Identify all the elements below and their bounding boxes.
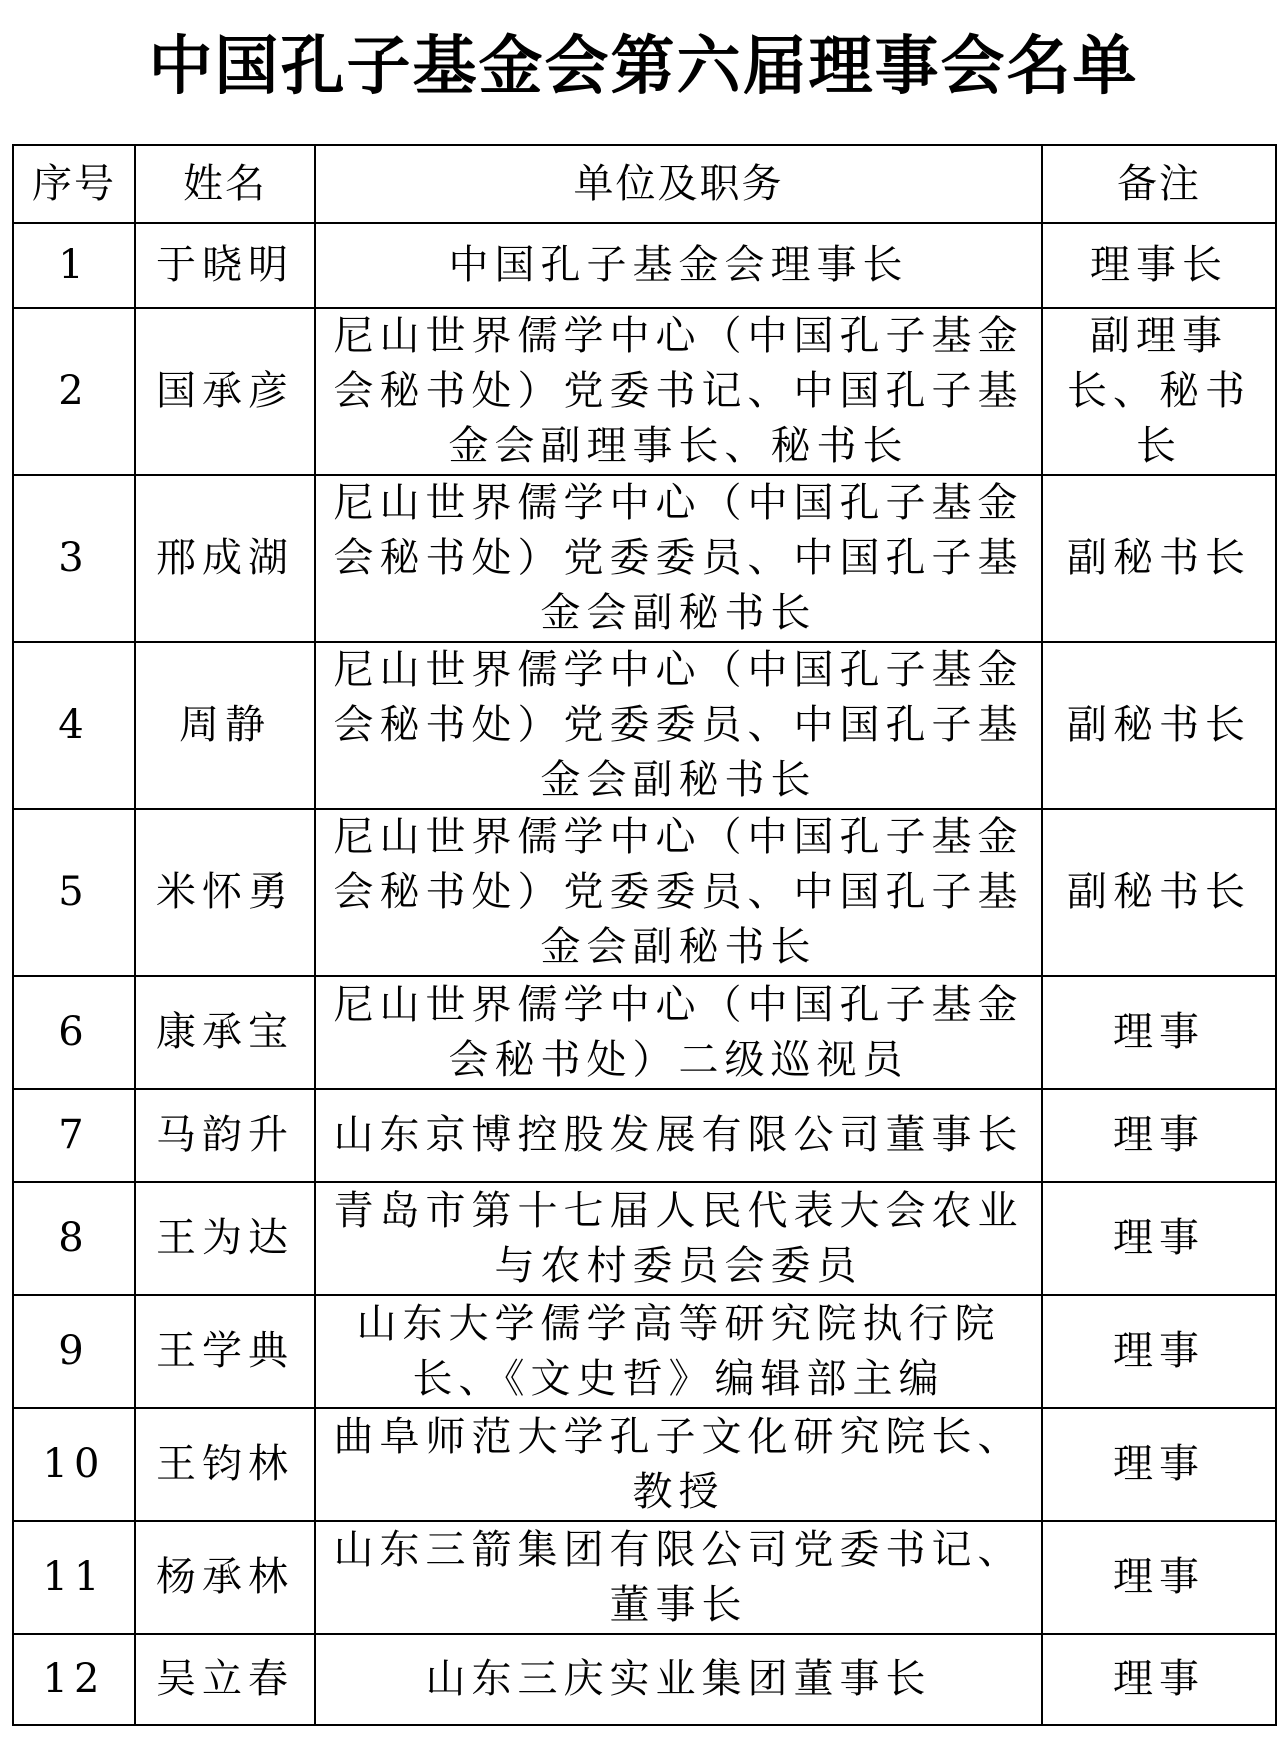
- row-unit: 山东京博控股发展有限公司董事长: [315, 1089, 1042, 1182]
- row-index: 9: [13, 1295, 135, 1408]
- table-row: [13, 1295, 1276, 1408]
- row-note: 理事: [1042, 1089, 1276, 1182]
- table-row: [13, 223, 1276, 308]
- header-unit: 单位及职务: [315, 145, 1042, 223]
- row-name: 米怀勇: [135, 809, 315, 976]
- row-name: 王学典: [135, 1295, 315, 1408]
- row-name: 王为达: [135, 1182, 315, 1295]
- row-name: 杨承林: [135, 1521, 315, 1634]
- row-note: 副理事长、秘书长: [1042, 308, 1276, 475]
- row-index: 11: [13, 1521, 135, 1634]
- table-row: [13, 976, 1276, 1089]
- page-title: 中国孔子基金会第六届理事会名单: [148, 30, 1139, 104]
- row-name: 马韵升: [135, 1089, 315, 1182]
- table-row: [13, 1634, 1276, 1725]
- row-unit: 中国孔子基金会理事长: [315, 223, 1042, 308]
- row-unit: 尼山世界儒学中心（中国孔子基金会秘书处）党委委员、中国孔子基金会副秘书长: [315, 642, 1042, 809]
- row-unit: 山东三箭集团有限公司党委书记、董事长: [315, 1521, 1042, 1634]
- header-note: 备注: [1042, 145, 1276, 223]
- row-unit: 曲阜师范大学孔子文化研究院长、教授: [315, 1408, 1042, 1521]
- roster-table: [12, 144, 1277, 1726]
- row-note: 理事: [1042, 1634, 1276, 1725]
- row-index: 7: [13, 1089, 135, 1182]
- table-row: [13, 642, 1276, 809]
- header-name: 姓名: [135, 145, 315, 223]
- row-note: 理事: [1042, 1182, 1276, 1295]
- row-note: 理事: [1042, 1521, 1276, 1634]
- table-header-row: [13, 145, 1276, 223]
- row-name: 吴立春: [135, 1634, 315, 1725]
- row-note: 副秘书长: [1042, 642, 1276, 809]
- row-index: 5: [13, 809, 135, 976]
- table-row: [13, 475, 1276, 642]
- row-index: 3: [13, 475, 135, 642]
- row-index: 8: [13, 1182, 135, 1295]
- header-index: 序号: [13, 145, 135, 223]
- table-row: [13, 308, 1276, 475]
- row-index: 2: [13, 308, 135, 475]
- row-note: 副秘书长: [1042, 475, 1276, 642]
- row-unit: 尼山世界儒学中心（中国孔子基金会秘书处）党委书记、中国孔子基金会副理事长、秘书长: [315, 308, 1042, 475]
- row-index: 6: [13, 976, 135, 1089]
- row-name: 周静: [135, 642, 315, 809]
- row-name: 邢成湖: [135, 475, 315, 642]
- row-note: 理事: [1042, 1408, 1276, 1521]
- row-index: 12: [13, 1634, 135, 1725]
- row-index: 4: [13, 642, 135, 809]
- row-unit: 山东大学儒学高等研究院执行院长、《文史哲》编辑部主编: [315, 1295, 1042, 1408]
- row-index: 10: [13, 1408, 135, 1521]
- row-unit: 山东三庆实业集团董事长: [315, 1634, 1042, 1725]
- table-row: [13, 809, 1276, 976]
- row-note: 理事: [1042, 1295, 1276, 1408]
- row-name: 于晓明: [135, 223, 315, 308]
- row-unit: 尼山世界儒学中心（中国孔子基金会秘书处）二级巡视员: [315, 976, 1042, 1089]
- row-unit: 青岛市第十七届人民代表大会农业与农村委员会委员: [315, 1182, 1042, 1295]
- table-row: [13, 1182, 1276, 1295]
- table-row: [13, 1089, 1276, 1182]
- row-note: 理事: [1042, 976, 1276, 1089]
- row-note: 理事长: [1042, 223, 1276, 308]
- row-note: 副秘书长: [1042, 809, 1276, 976]
- row-name: 国承彦: [135, 308, 315, 475]
- row-index: 1: [13, 223, 135, 308]
- row-unit: 尼山世界儒学中心（中国孔子基金会秘书处）党委委员、中国孔子基金会副秘书长: [315, 475, 1042, 642]
- table-row: [13, 1521, 1276, 1634]
- row-name: 王钧林: [135, 1408, 315, 1521]
- row-name: 康承宝: [135, 976, 315, 1089]
- table-row: [13, 1408, 1276, 1521]
- row-unit: 尼山世界儒学中心（中国孔子基金会秘书处）党委委员、中国孔子基金会副秘书长: [315, 809, 1042, 976]
